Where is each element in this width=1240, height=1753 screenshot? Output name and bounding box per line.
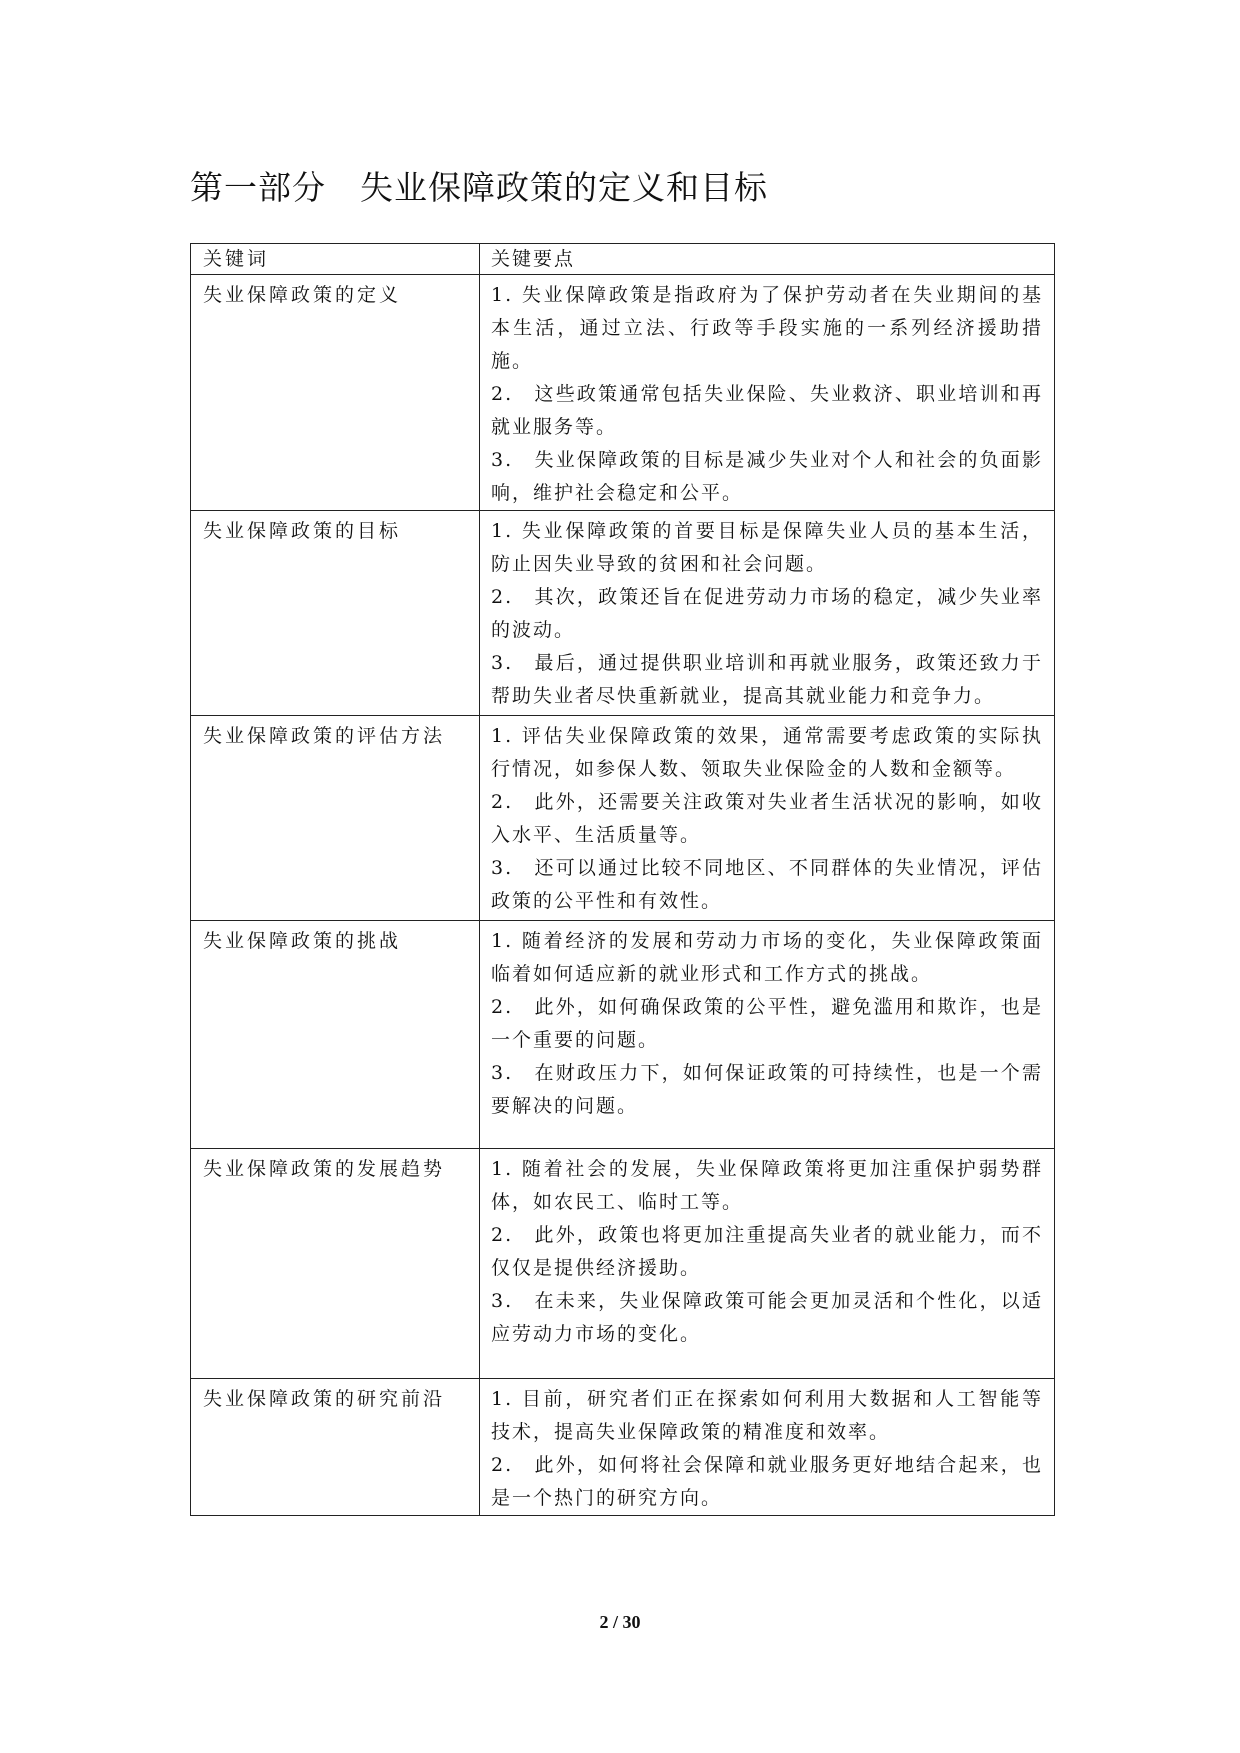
key-points-table (190, 243, 1055, 1516)
key-point: 3. 失业保障政策的目标是减少失业对个人和社会的负面影响，维护社会稳定和公平。 (491, 449, 1043, 504)
key-point: 3. 在财政压力下，如何保证政策的可持续性，也是一个需要解决的问题。 (491, 1062, 1043, 1117)
row-keyword: 失业保障政策的定义 (191, 275, 480, 511)
key-point: 2. 此外，如何将社会保障和就业服务更好地结合起来，也是一个热门的研究方向。 (491, 1454, 1043, 1509)
table-row (191, 275, 1055, 511)
key-point: 1. 失业保障政策的首要目标是保障失业人员的基本生活，防止因失业导致的贫困和社会问题。 (491, 520, 1043, 575)
key-point: 2. 其次，政策还旨在促进劳动力市场的稳定，减少失业率的波动。 (491, 586, 1043, 641)
table-header-row (191, 244, 1055, 275)
row-keyword: 失业保障政策的评估方法 (191, 716, 480, 921)
key-point: 2. 此外，还需要关注政策对失业者生活状况的影响，如收入水平、生活质量等。 (491, 791, 1043, 846)
row-keyword: 失业保障政策的目标 (191, 511, 480, 716)
page-number: 2 / 30 (599, 1612, 641, 1632)
row-key-points (480, 921, 1055, 1149)
table-row (191, 716, 1055, 921)
table-row (191, 1379, 1055, 1516)
key-point: 2. 此外，政策也将更加注重提高失业者的就业能力，而不仅仅是提供经济援助。 (491, 1224, 1043, 1279)
row-keyword: 失业保障政策的挑战 (191, 921, 480, 1149)
key-point: 1. 目前，研究者们正在探索如何利用大数据和人工智能等技术，提高失业保障政策的精准度和效率。 (491, 1388, 1043, 1443)
key-point: 3. 还可以通过比较不同地区、不同群体的失业情况，评估政策的公平性和有效性。 (491, 857, 1043, 912)
table-row (191, 921, 1055, 1149)
table-row (191, 1149, 1055, 1379)
key-point: 1. 随着社会的发展，失业保障政策将更加注重保护弱势群体，如农民工、临时工等。 (491, 1158, 1043, 1213)
row-keyword: 失业保障政策的研究前沿 (191, 1379, 480, 1516)
table-row (191, 511, 1055, 716)
row-key-points (480, 1149, 1055, 1379)
key-point: 2. 此外，如何确保政策的公平性，避免滥用和欺诈，也是一个重要的问题。 (491, 996, 1043, 1051)
key-point: 1. 随着经济的发展和劳动力市场的变化，失业保障政策面临着如何适应新的就业形式和工作方式的挑战。 (491, 930, 1043, 985)
key-point: 3. 在未来，失业保障政策可能会更加灵活和个性化，以适应劳动力市场的变化。 (491, 1290, 1043, 1345)
row-key-points (480, 1379, 1055, 1516)
row-key-points (480, 275, 1055, 511)
header-key-points: 关键要点 (480, 244, 1055, 275)
row-key-points (480, 511, 1055, 716)
key-point: 1. 评估失业保障政策的效果，通常需要考虑政策的实际执行情况，如参保人数、领取失业保险金的人数和金额等。 (491, 725, 1043, 780)
section-title: 第一部分 失业保障政策的定义和目标 (190, 168, 768, 207)
row-keyword: 失业保障政策的发展趋势 (191, 1149, 480, 1379)
key-point: 3. 最后，通过提供职业培训和再就业服务，政策还致力于帮助失业者尽快重新就业，提高其就业能力和竞争力。 (491, 652, 1043, 707)
key-point: 2. 这些政策通常包括失业保险、失业救济、职业培训和再就业服务等。 (491, 383, 1043, 438)
header-keyword: 关键词 (191, 244, 480, 275)
row-key-points (480, 716, 1055, 921)
key-point: 1. 失业保障政策是指政府为了保护劳动者在失业期间的基本生活，通过立法、行政等手段实施的一系列经济援助措施。 (491, 284, 1043, 372)
